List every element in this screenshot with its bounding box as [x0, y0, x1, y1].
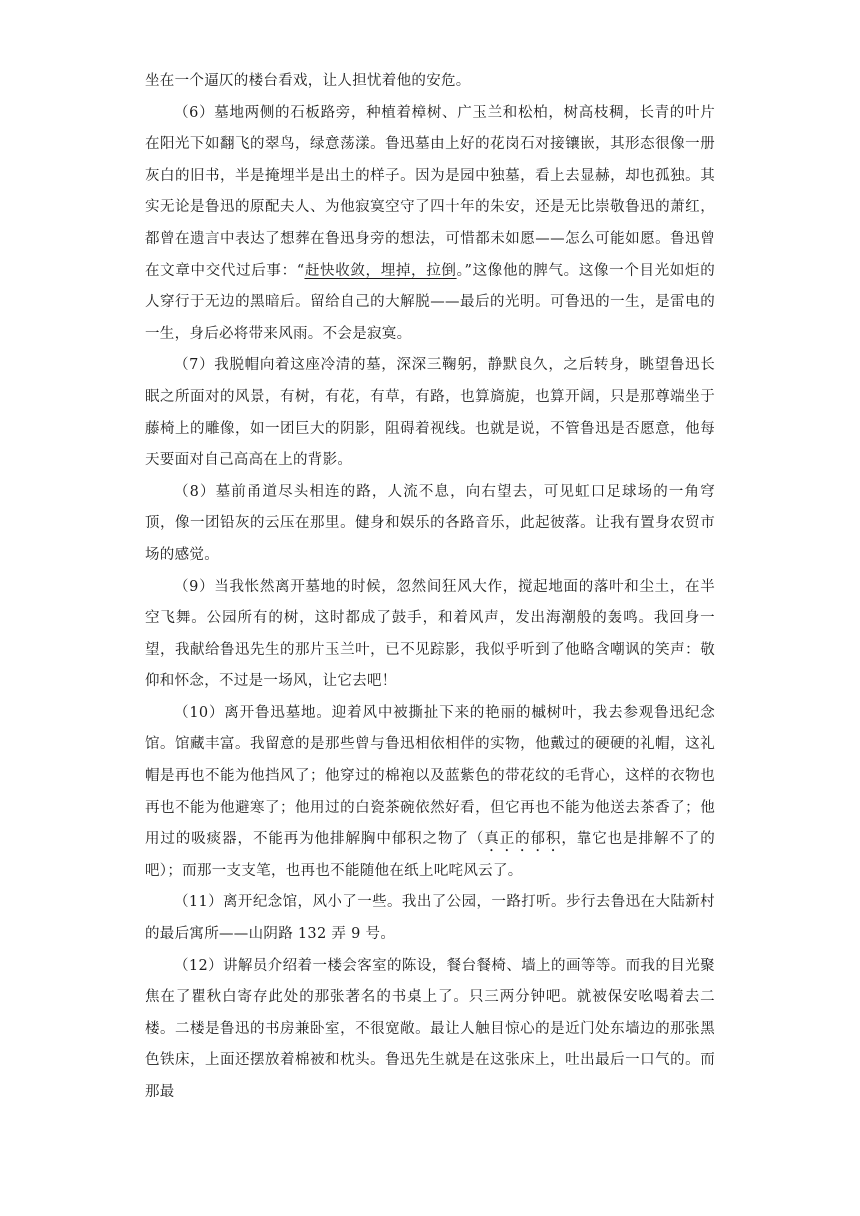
emphasis-dotted-text: 真正的郁积	[484, 831, 562, 848]
paragraph-9	[145, 572, 715, 698]
paragraph-7	[145, 350, 715, 476]
text-segment: （7）我脱帽向着这座冷清的墓，深深三鞠躬，静默良久，之后转身，眺望鲁迅长眠之所面对的风景，有树，有花，有草，有路，也算旖旎，也算开阔，只是那尊端坐于藤椅上的雕像，如一团巨大的阴影，阻碍着视线。也就是说，不管鲁迅是否愿意，他每天要面对自己高高在上的背影。	[145, 357, 715, 469]
text-segment: （6）墓地两侧的石板路旁，种植着樟树、广玉兰和松柏，树高枝稠，长青的叶片在阳光下如翻飞的翠鸟，绿意荡漾。鲁迅墓由上好的花岗石对接镶嵌，其形态很像一册灰白的旧书，半是掩埋半是出土的样子。因为是园中独墓，看上去显赫，却也孤独。其实无论是鲁迅的原配夫人、为他寂寞空守了四十年的朱安，还是无比崇敬鲁迅的萧红，都曾在遗言中表达了想葬在鲁迅身旁的想法，可惜都未如愿——怎么可能如愿。鲁迅曾在文章中交代过后事：“	[145, 104, 715, 279]
text-segment: （8）墓前甬道尽头相连的路，人流不息，向右望去，可见虹口足球场的一角穹顶，像一团铅灰的云压在那里。健身和娱乐的各路音乐，此起彼落。让我有置身农贸市场的感觉。	[145, 483, 715, 563]
text-segment: （10）离开鲁迅墓地。迎着风中被撕扯下来的艳丽的槭树叶，我去参观鲁迅纪念馆。馆藏丰富。我留意的是那些曾与鲁迅相依相伴的实物，他戴过的硬硬的礼帽，这礼帽是再也不能为他挡风了；他穿过的棉袍以及蓝紫色的带花纹的毛背心，这样的衣物也再也不能为他避寒了；他用过的白瓷茶碗依然好看，但它再也不能为他送去茶香了；他用过的吸痰器，不能再为他排解胸中郁积之物了（	[145, 704, 715, 848]
paragraph-10	[145, 698, 715, 888]
paragraph-8	[145, 477, 715, 572]
paragraph-12	[145, 951, 715, 1109]
article-body	[145, 66, 715, 1109]
paragraph-6	[145, 98, 715, 351]
text-segment: 坐在一个逼仄的楼台看戏，让人担忧着他的安危。	[145, 73, 471, 89]
underlined-quote: 赶快收敛，埋掉，拉倒	[304, 262, 457, 279]
paragraph-11	[145, 887, 715, 950]
paragraph-continued	[145, 66, 715, 98]
text-segment: ，靠它也是排解不了的吧）；而那一支支笔，也再也不能随他在纸上叱咤风云了。	[145, 831, 715, 879]
text-segment: （12）讲解员介绍着一楼会客室的陈设，餐台餐椅、墙上的画等等。而我的目光聚焦在了瞿秋白寄存此处的那张著名的书桌上了。只三两分钟吧。就被保安吆喝着去二楼。二楼是鲁迅的书房兼卧室，不很宽敞。最让人触目惊心的是近门处东墙边的那张黑色铁床，上面还摆放着棉被和枕头。鲁迅先生就是在这张床上，吐出最后一口气的。而那最	[145, 957, 715, 1100]
text-segment: （9）当我怅然离开墓地的时候，忽然间狂风大作，搅起地面的落叶和尘土，在半空飞舞。公园所有的树，这时都成了鼓手，和着风声，发出海潮般的轰鸣。我回身一望，我献给鲁迅先生的那片玉兰叶，已不见踪影，我似乎听到了他略含嘲讽的笑声：敬仰和怀念，不过是一场风，让它去吧！	[145, 578, 715, 690]
text-segment: 。”这像他的脾气。这像一个目光如炬的人穿行于无边的黑暗后。留给自己的大解脱——最后的光明。可鲁迅的一生，是雷电的一生，身后必将带来风雨。不会是寂寞。	[145, 262, 716, 342]
text-segment: （11）离开纪念馆，风小了一些。我出了公园，一路打听。步行去鲁迅在大陆新村的最后寓所——山阴路 132 弄 9 号。	[145, 894, 715, 943]
